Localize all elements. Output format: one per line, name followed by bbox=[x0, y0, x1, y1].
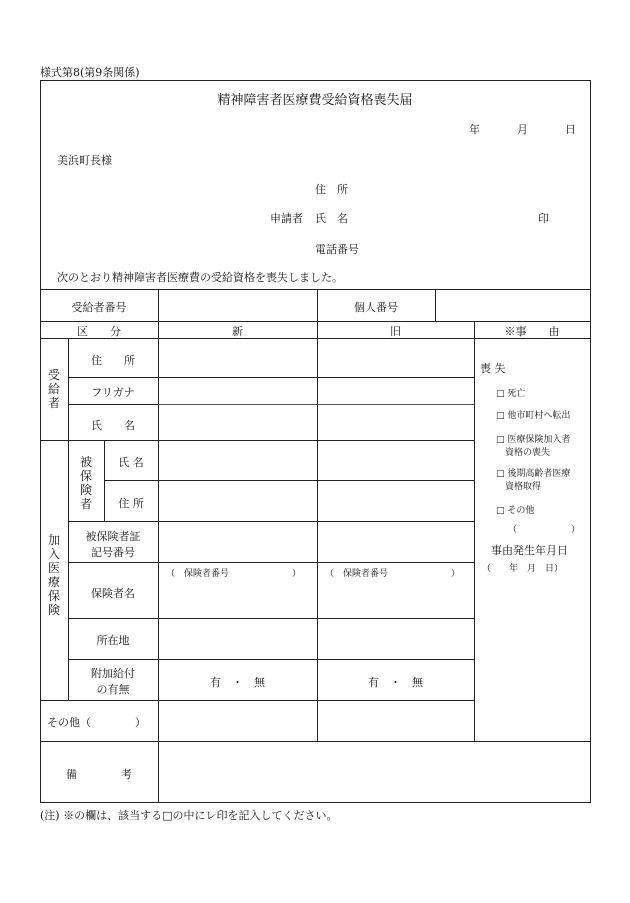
card-symbol-label-1: 被保険者証 bbox=[85, 530, 141, 543]
other-label: その他（ ） bbox=[47, 716, 146, 729]
applicant-name-label: 氏 名 bbox=[315, 212, 348, 225]
reason-elderly-medical[interactable]: □ 後期高齢者医療 bbox=[496, 469, 571, 479]
insured-name-label: 氏 名 bbox=[118, 456, 144, 469]
reason-insurance-loss-2: 資格の喪失 bbox=[496, 448, 551, 458]
applicant-phone-label: 電話番号 bbox=[315, 243, 359, 256]
applicant-address-label: 住 所 bbox=[315, 183, 348, 196]
reason-death[interactable]: □ 死亡 bbox=[496, 389, 526, 399]
header-category: 区 分 bbox=[77, 325, 121, 338]
header-old: 旧 bbox=[390, 325, 401, 338]
insurer-number-new: （ 保険者番号 ） bbox=[166, 569, 302, 579]
reason-insurance-loss[interactable]: □ 医療保険加入者 bbox=[496, 435, 571, 445]
addressee: 美浜町長様 bbox=[57, 154, 112, 167]
reason-other-paren[interactable]: （ ） bbox=[508, 525, 581, 535]
seal-mark: 印 bbox=[538, 212, 549, 225]
location-label: 所在地 bbox=[96, 634, 130, 647]
furigana-label: フリガナ bbox=[91, 386, 135, 399]
date-day: 日 bbox=[565, 123, 576, 136]
insured-group-label: 被保険者 bbox=[79, 455, 92, 511]
personal-number-label: 個人番号 bbox=[354, 301, 398, 314]
reason-moved-out[interactable]: □ 他市町村へ転出 bbox=[496, 411, 571, 421]
yes-no-new[interactable]: 有 ・ 無 bbox=[210, 676, 265, 689]
extra-benefit-label-1: 附加給付 bbox=[91, 667, 135, 680]
recipient-group-label: 受給者 bbox=[47, 368, 60, 410]
remarks-label: 備 考 bbox=[66, 768, 132, 781]
insurance-group-label: 加入医療保険 bbox=[47, 533, 60, 617]
date-month: 月 bbox=[517, 123, 528, 136]
extra-benefit-label-2: の有無 bbox=[96, 683, 130, 696]
personal-number-field[interactable] bbox=[436, 290, 589, 321]
recipient-number-label: 受給者番号 bbox=[71, 301, 127, 314]
recipient-address-label: 住 所 bbox=[91, 354, 135, 367]
form-number: 様式第8(第9条関係) bbox=[40, 66, 140, 79]
reason-title: 喪 失 bbox=[480, 362, 506, 375]
statement: 次のとおり精神障害者医療費の受給資格を喪失しました。 bbox=[57, 271, 343, 284]
recipient-name-label: 氏 名 bbox=[91, 419, 135, 432]
footnote: (注) ※の欄は、該当する□の中にレ印を記入してください。 bbox=[40, 809, 338, 822]
insurer-number-old: （ 保険者番号 ） bbox=[325, 569, 461, 579]
recipient-number-field[interactable] bbox=[159, 290, 316, 321]
reason-elderly-medical-2: 資格取得 bbox=[496, 482, 542, 492]
date-year: 年 bbox=[469, 123, 480, 136]
insurer-name-label: 保険者名 bbox=[91, 587, 135, 600]
applicant-label: 申請者 bbox=[270, 212, 303, 225]
reason-other[interactable]: □ その他 bbox=[496, 506, 535, 516]
header-reason: ※事 由 bbox=[504, 325, 560, 338]
insured-address-label: 住 所 bbox=[118, 497, 144, 510]
remarks-field[interactable] bbox=[159, 742, 589, 802]
form-title: 精神障害者医療費受給資格喪失届 bbox=[217, 93, 413, 108]
occurrence-date[interactable]: （ 年 月 日） bbox=[482, 564, 564, 574]
header-new: 新 bbox=[232, 325, 243, 338]
card-symbol-label-2: 記号番号 bbox=[91, 546, 135, 559]
occurrence-date-label: 事由発生年月日 bbox=[491, 544, 568, 557]
yes-no-old[interactable]: 有 ・ 無 bbox=[368, 676, 423, 689]
